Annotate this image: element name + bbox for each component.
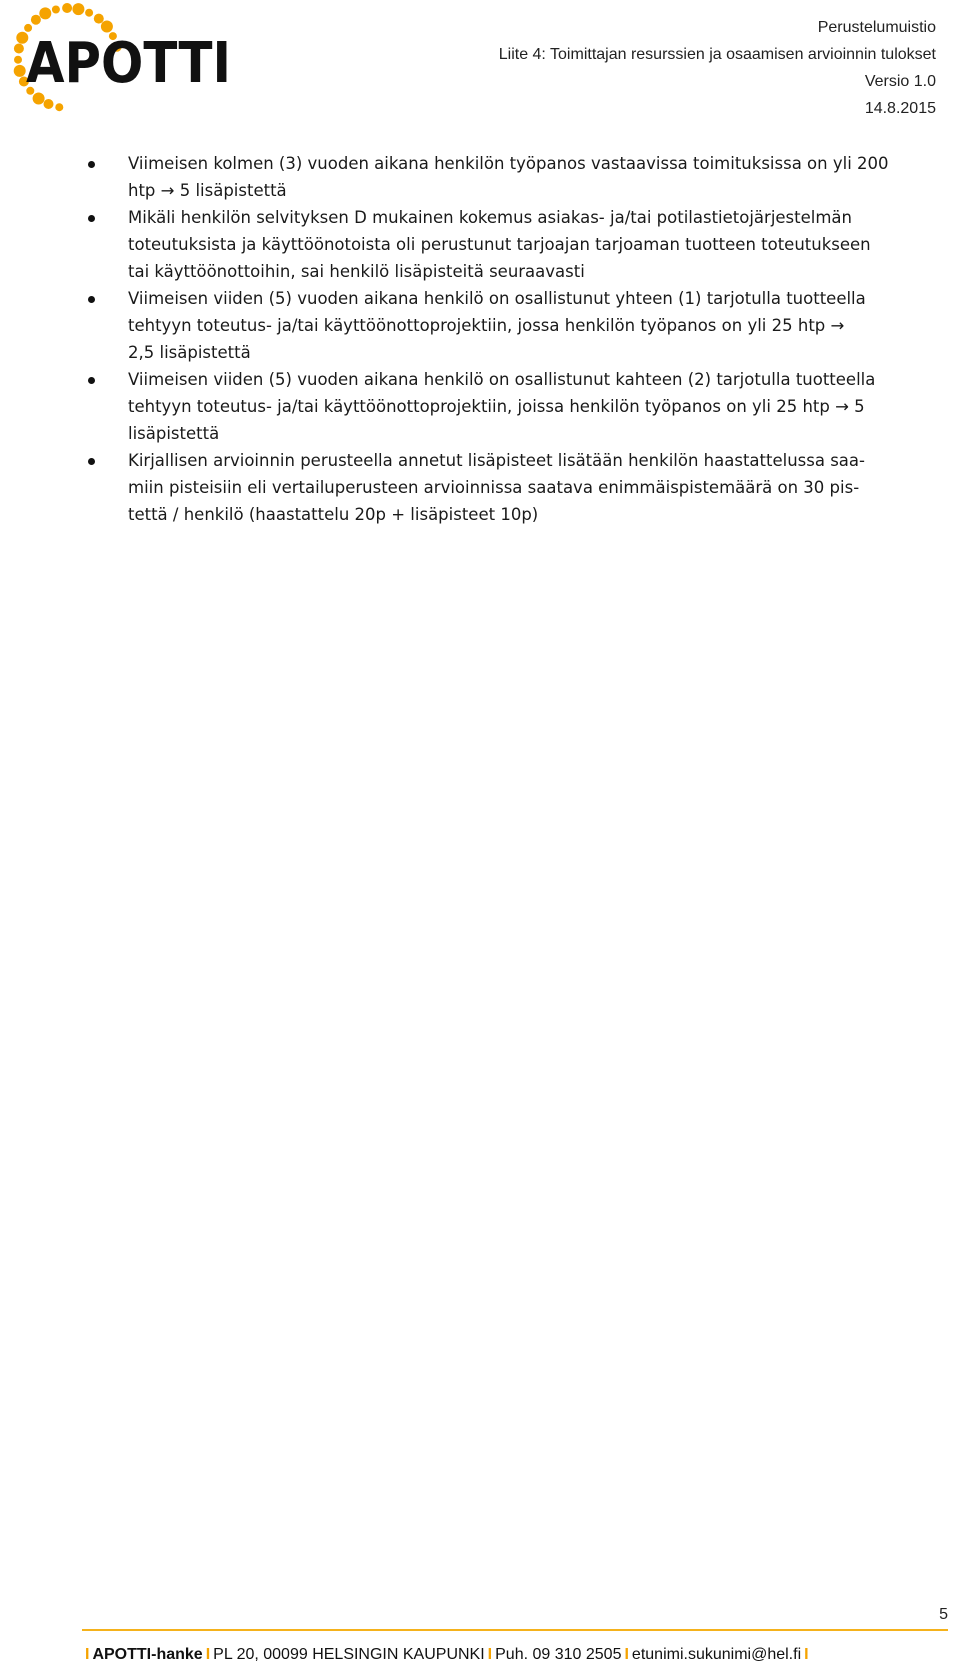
footer-item: etunimi.sukunimi@hel.fi <box>631 1646 802 1663</box>
bullet-line: lisäpistettä <box>128 424 220 443</box>
header-version: Versio 1.0 <box>864 73 936 90</box>
apotti-logo <box>6 2 246 122</box>
page-number: 5 <box>939 1606 948 1623</box>
logo-dot <box>14 44 24 54</box>
logo-dot <box>31 15 41 25</box>
logo-dot <box>55 103 63 111</box>
bullet-dot-icon <box>88 215 95 222</box>
bullet-line: miin pisteisiin eli vertailuperusteen arvioinnissa saatava enimmäispistemäärä on 30 pis- <box>128 478 860 497</box>
bullet-dot-icon <box>88 377 95 384</box>
document-header <box>499 14 936 122</box>
bullet-line: 2,5 lisäpistettä <box>128 343 251 362</box>
logo-dot <box>44 99 54 109</box>
bullet-line: Kirjallisen arvioinnin perusteella annetut lisäpisteet lisätään henkilön haastattelussa saa- <box>128 451 865 470</box>
logo-dot <box>94 14 104 24</box>
logo-dot <box>62 3 72 13</box>
bullet-item <box>88 285 928 366</box>
footer-separator: I <box>804 1646 809 1663</box>
document-body <box>88 150 928 528</box>
logo-dot <box>72 3 84 15</box>
footer-separator: I <box>624 1646 629 1663</box>
bullet-list <box>88 150 928 528</box>
bullet-line: tehtyyn toteutus- ja/tai käyttöönottoprojektiin, jossa henkilön työpanos on yli 25 htp → <box>128 316 845 335</box>
bullet-dot-icon <box>88 458 95 465</box>
bullet-dot-icon <box>88 296 95 303</box>
bullet-line: Viimeisen viiden (5) vuoden aikana henkilö on osallistunut kahteen (2) tarjotulla tuotteella <box>128 370 876 389</box>
logo-dot <box>39 7 51 19</box>
bullet-item <box>88 447 928 528</box>
bullet-line: tai käyttöönottoihin, sai henkilö lisäpisteitä seuraavasti <box>128 262 585 281</box>
bullet-line: tehtyyn toteutus- ja/tai käyttöönottoprojektiin, joissa henkilön työpanos on yli 25 htp → 5 <box>128 397 865 416</box>
footer-item: Puh. 09 310 2505 <box>495 1646 622 1663</box>
logo-dot <box>14 56 22 64</box>
logo-dot <box>52 6 60 14</box>
footer-contact <box>82 1646 812 1664</box>
bullet-line: Viimeisen kolmen (3) vuoden aikana henkilön työpanos vastaavissa toimituksissa on yli 200 <box>128 154 889 173</box>
logo-dot <box>14 65 26 77</box>
bullet-line: Viimeisen viiden (5) vuoden aikana henkilö on osallistunut yhteen (1) tarjotulla tuotteella <box>128 289 866 308</box>
bullet-line: tettä / henkilö (haastattelu 20p + lisäpisteet 10p) <box>128 505 539 524</box>
header-doc-type: Perustelumuistio <box>817 19 936 36</box>
bullet-dot-icon <box>88 161 95 168</box>
bullet-item <box>88 204 928 285</box>
footer-divider <box>82 1629 948 1631</box>
header-date: 14.8.2015 <box>864 100 936 117</box>
footer-item: APOTTI-hanke <box>92 1646 203 1663</box>
bullet-line: Mikäli henkilön selvityksen D mukainen kokemus asiakas- ja/tai potilastietojärjestelmän <box>128 208 853 227</box>
logo-dot <box>85 9 93 17</box>
footer-item: PL 20, 00099 HELSINGIN KAUPUNKI <box>213 1646 485 1663</box>
bullet-line: toteutuksista ja käyttöönotoista oli perustunut tarjoajan tarjoaman tuotteen toteutukseen <box>128 235 871 254</box>
bullet-item <box>88 150 928 204</box>
header-attachment-title: Liite 4: Toimittajan resurssien ja osaamisen arvioinnin tulokset <box>498 46 936 63</box>
bullet-line: htp → 5 lisäpistettä <box>128 181 287 200</box>
logo-text: APOTTI <box>26 31 231 96</box>
footer-separator: I <box>205 1646 211 1663</box>
footer-separator: I <box>487 1646 493 1663</box>
bullet-item <box>88 366 928 447</box>
footer-separator: I <box>85 1646 90 1663</box>
